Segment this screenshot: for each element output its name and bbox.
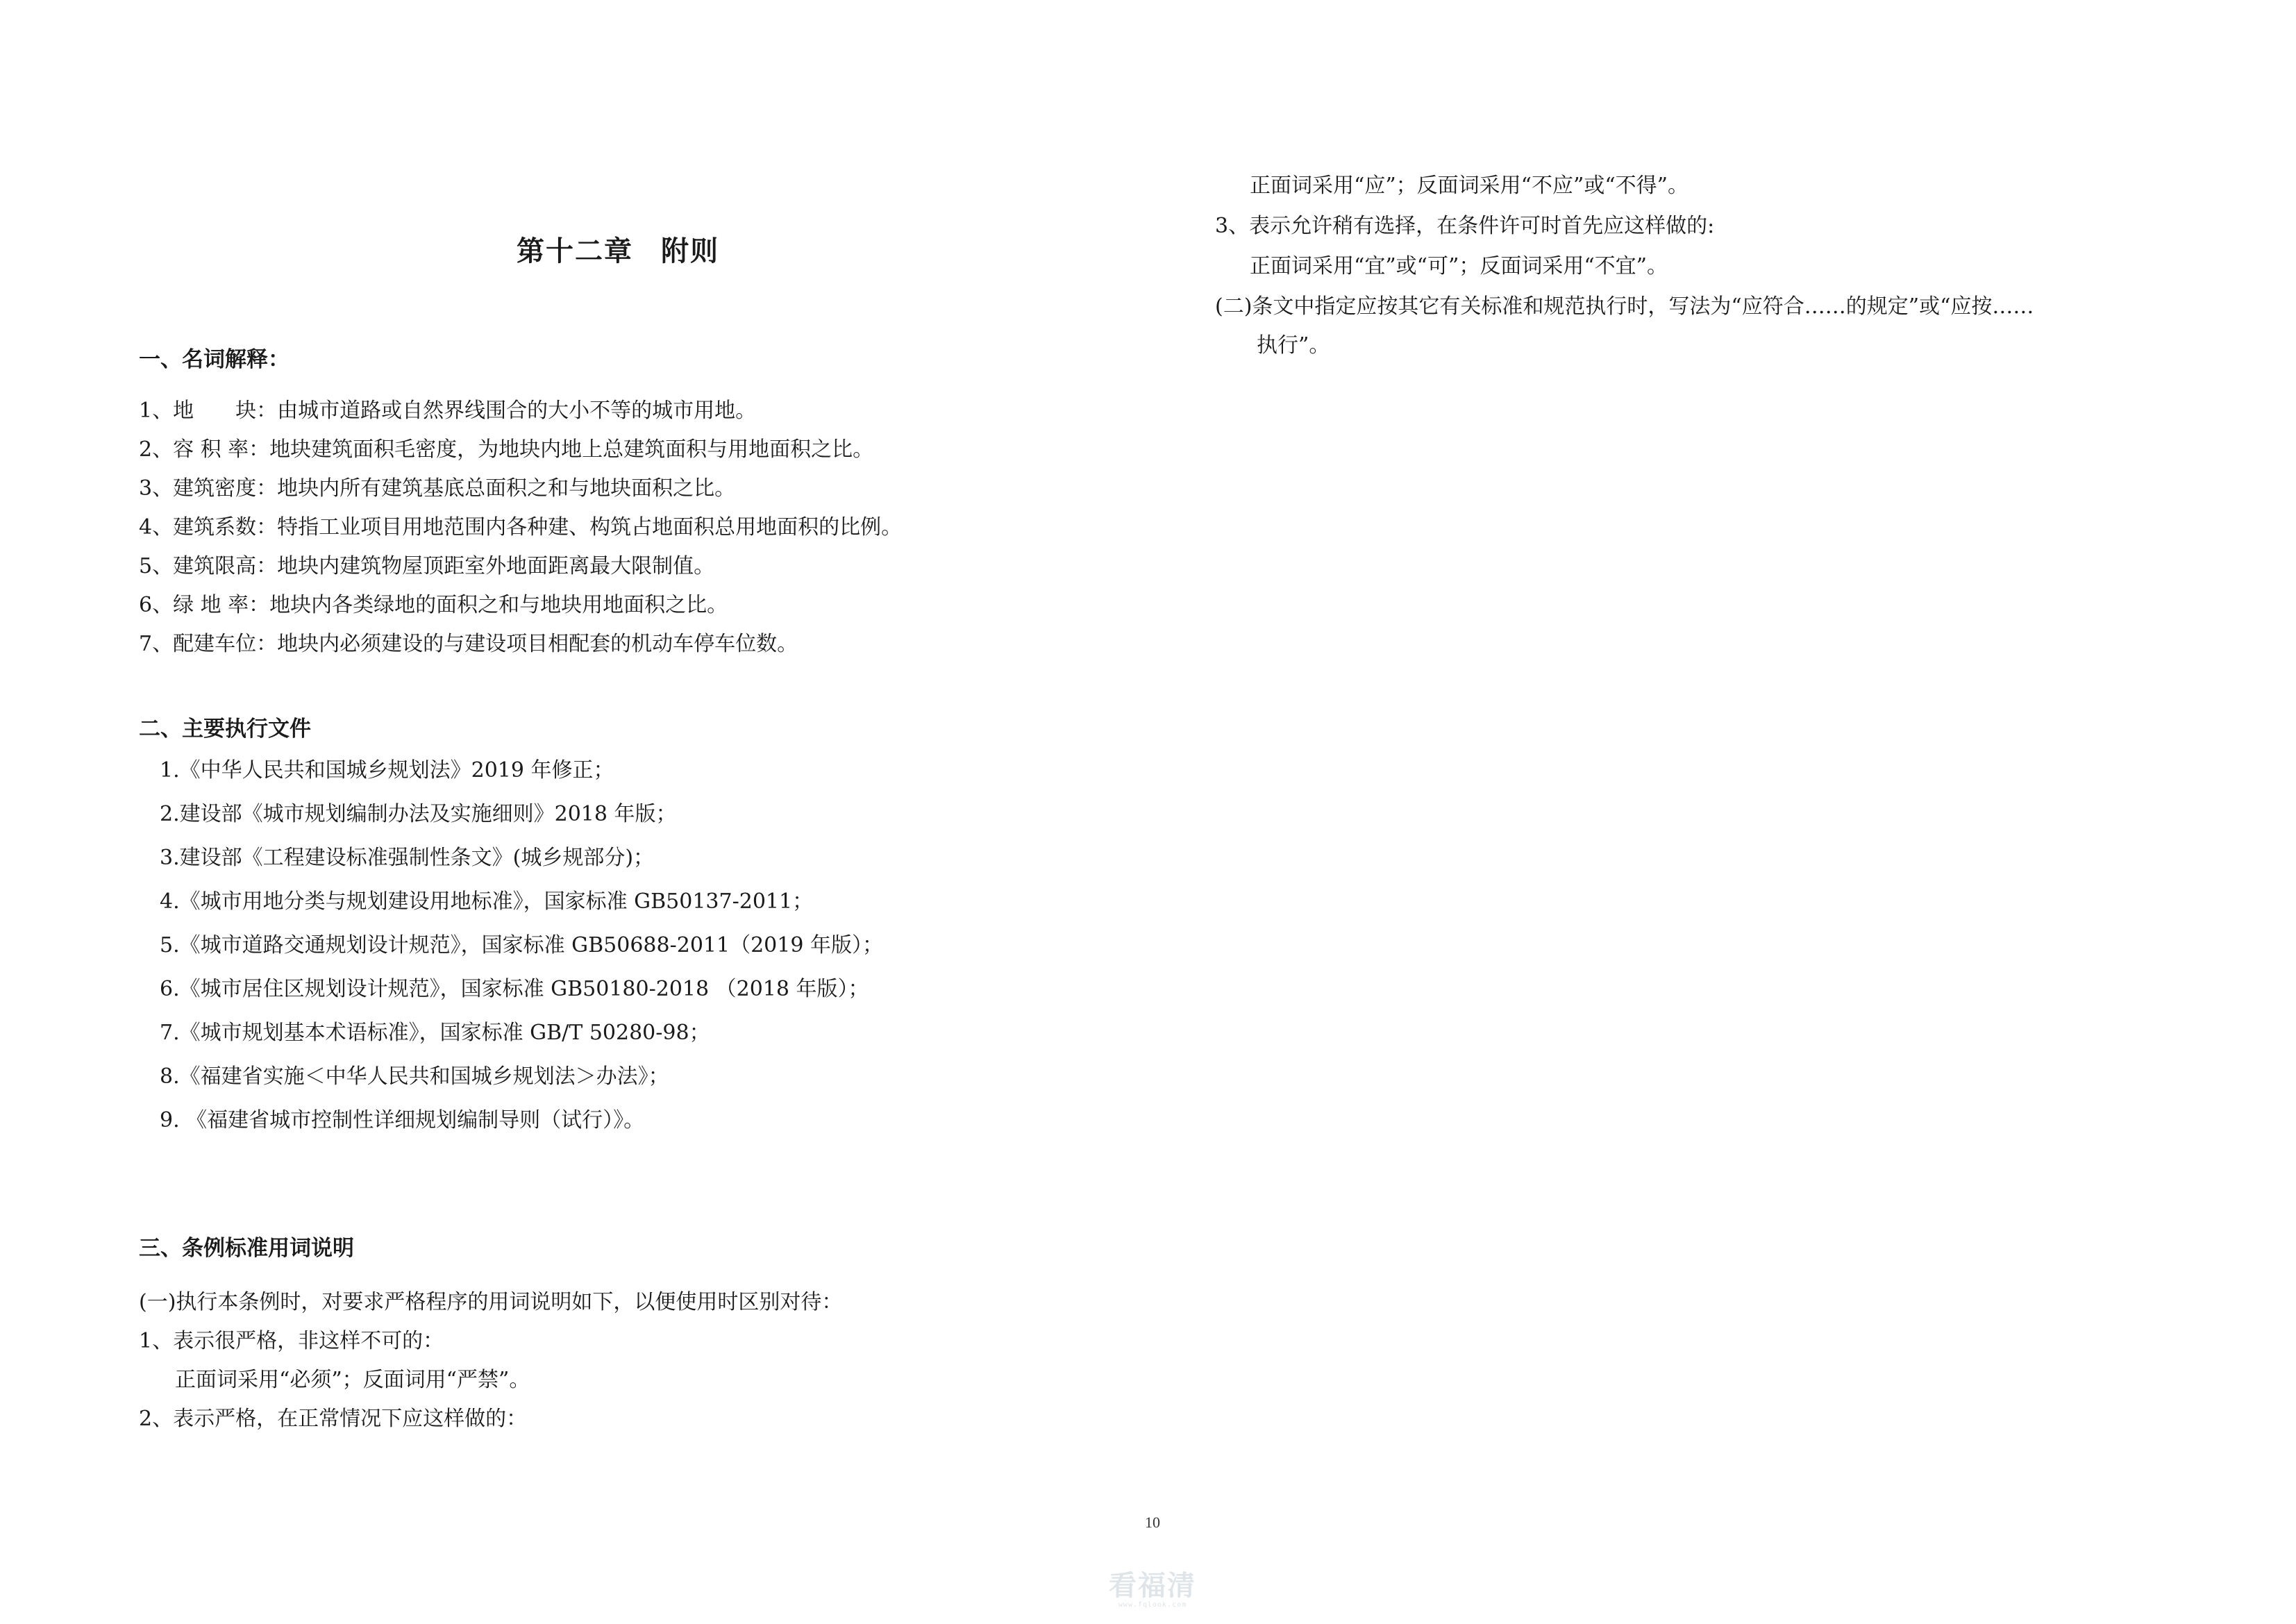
terminology-line: (二)条文中指定应按其它有关标准和规范执行时，写法为“应符合……的规定”或“应按…… — [1215, 294, 2034, 319]
definition-item: 2、容 积 率：地块建筑面积毛密度，为地块内地上总建筑面积与用地面积之比。 — [139, 437, 874, 462]
page-number: 10 — [1145, 1514, 1160, 1531]
chapter-title — [139, 229, 1097, 269]
document-item: 8.《福建省实施＜中华人民共和国城乡规划法＞办法》； — [160, 1064, 669, 1089]
document-item: 7.《城市规划基本术语标准》，国家标准 GB/T 50280-98； — [160, 1021, 710, 1045]
terminology-line: 正面词采用“必须”；反面词用“严禁”。 — [175, 1368, 530, 1392]
section-heading-definitions: 一、名词解释： — [139, 347, 290, 372]
watermark-text: 看福清 — [1109, 1570, 1196, 1602]
document-item: 2.建设部《城市规划编制办法及实施细则》2018 年版； — [160, 802, 677, 826]
terminology-line: (一)执行本条例时，对要求严格程序的用词说明如下，以便使用时区别对待： — [139, 1290, 843, 1314]
definition-item: 1、地 块：由城市道路或自然界线围合的大小不等的城市用地。 — [139, 399, 757, 423]
terminology-line: 1、表示很严格，非这样不可的： — [139, 1329, 444, 1353]
document-item: 4.《城市用地分类与规划建设用地标准》，国家标准 GB50137-2011； — [160, 889, 814, 914]
definition-item: 6、绿 地 率：地块内各类绿地的面积之和与地块用地面积之比。 — [139, 593, 728, 617]
terminology-line: 正面词采用“宜”或“可”；反面词采用“不宜”。 — [1250, 254, 1668, 278]
definition-item: 5、建筑限高：地块内建筑物屋顶距室外地面距离最大限制值。 — [139, 554, 715, 578]
document-item: 6.《城市居住区规划设计规范》，国家标准 GB50180-2018 （2018 年版）； — [160, 977, 869, 1001]
terminology-line: 2、表示严格，在正常情况下应这样做的： — [139, 1407, 528, 1431]
watermark-url: www.fqlook.com — [1118, 1601, 1187, 1609]
terminology-line: 执行”。 — [1257, 333, 1330, 358]
definition-item: 4、建筑系数：特指工业项目用地范围内各种建、构筑占地面积总用地面积的比例。 — [139, 515, 903, 539]
document-item: 3.建设部《工程建设标准强制性条文》(城乡规部分)； — [160, 846, 655, 870]
chapter-name: 附则 — [661, 235, 719, 267]
definition-item: 3、建筑密度：地块内所有建筑基底总面积之和与地块面积之比。 — [139, 476, 736, 501]
section-heading-terminology: 三、条例标准用词说明 — [139, 1236, 354, 1261]
terminology-line: 3、表示允许稍有选择，在条件许可时首先应这样做的: — [1215, 214, 1715, 238]
chapter-number: 第十二章 — [517, 235, 633, 267]
document-item: 9. 《福建省城市控制性详细规划编制导则（试行）》。 — [160, 1108, 645, 1132]
document-item: 1.《中华人民共和国城乡规划法》2019 年修正； — [160, 758, 614, 782]
terminology-line: 正面词采用“应”；反面词采用“不应”或“不得”。 — [1250, 174, 1689, 198]
watermark — [1100, 1571, 1205, 1609]
definition-item: 7、配建车位：地块内必须建设的与建设项目相配套的机动车停车位数。 — [139, 632, 798, 656]
section-heading-documents: 二、主要执行文件 — [139, 717, 311, 742]
document-item: 5.《城市道路交通规划设计规范》，国家标准 GB50688-2011（2019 年版）； — [160, 933, 883, 957]
